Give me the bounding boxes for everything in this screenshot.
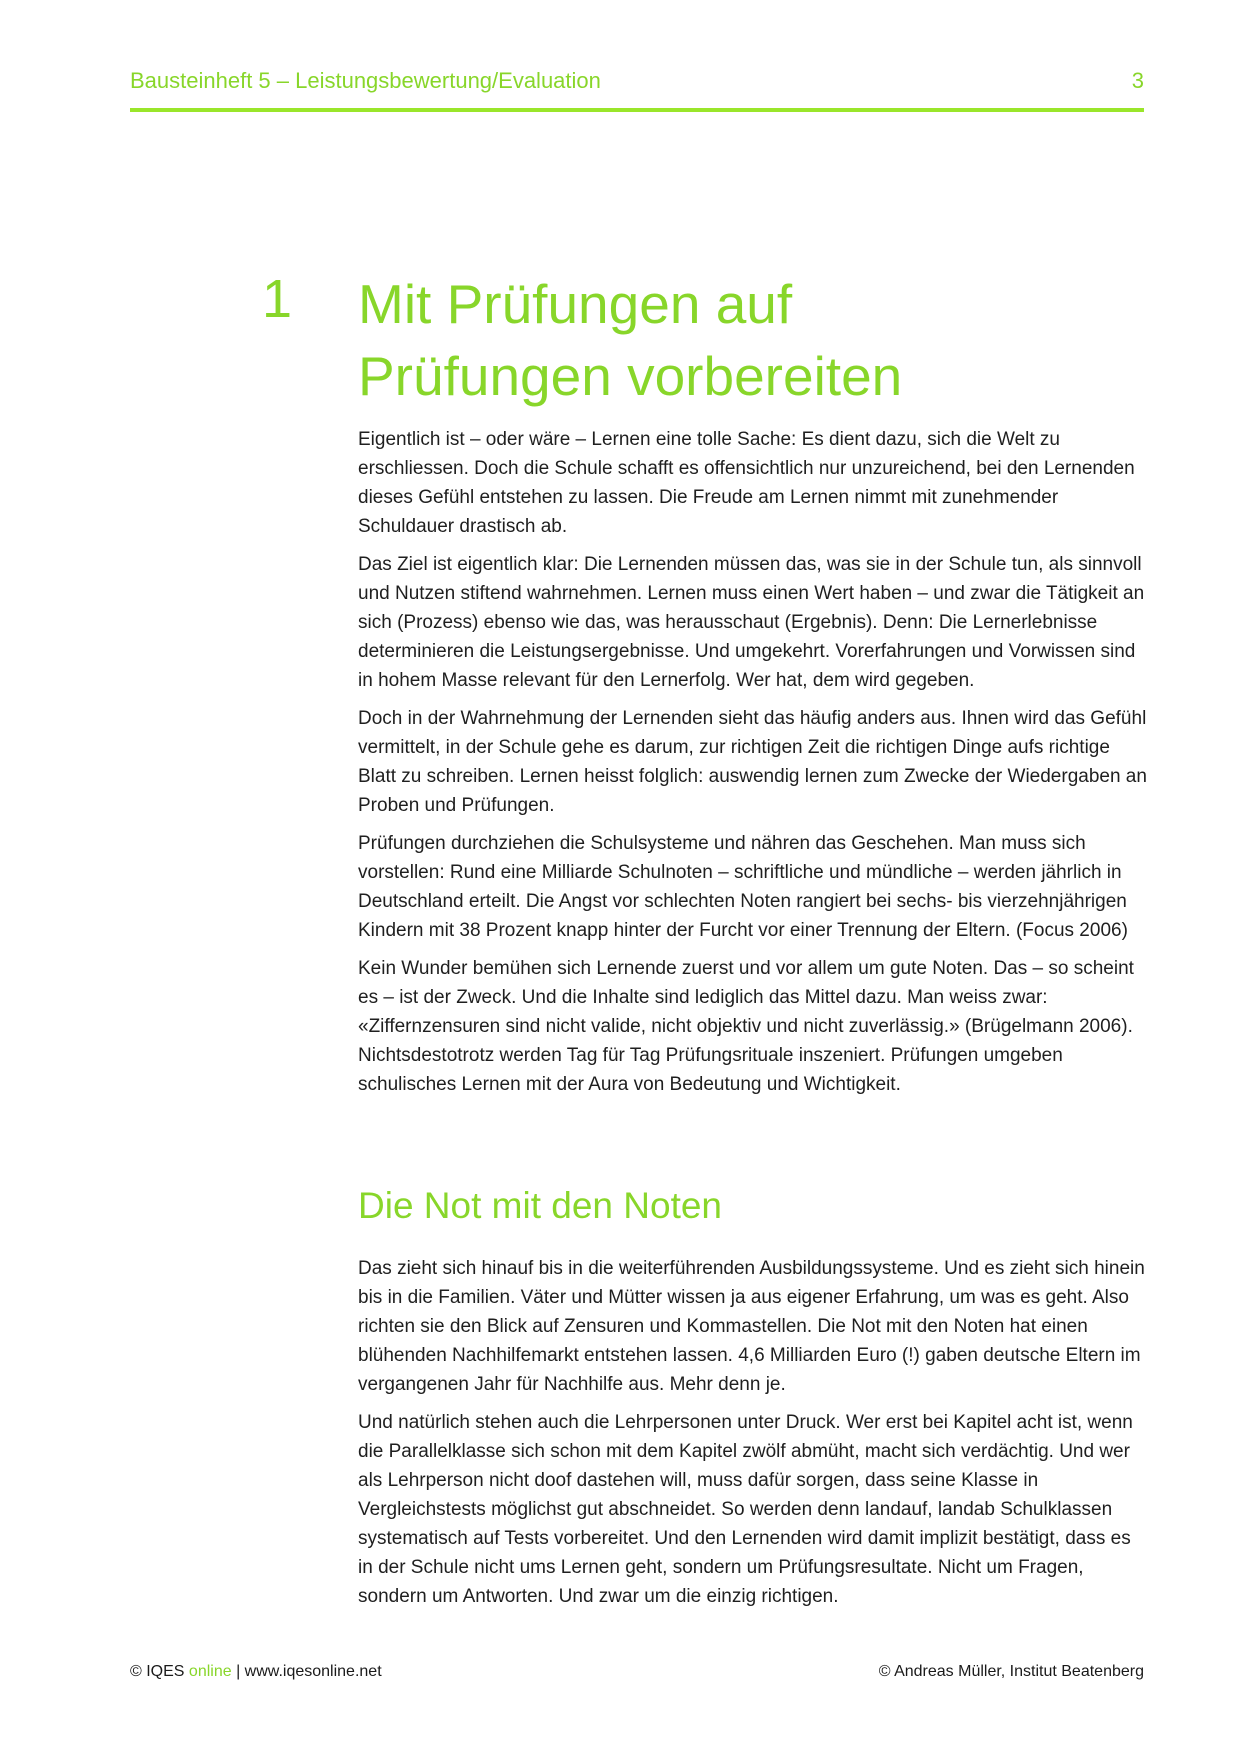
chapter-title-line-2: Prüfungen vorbereiten bbox=[358, 345, 903, 407]
section-text bbox=[358, 1254, 1148, 1620]
paragraph: Und natürlich stehen auch die Lehrpersonen unter Druck. Wer erst bei Kapitel acht ist, wenn die Parallelklasse sich schon mit dem Kapitel zwölf abmüht, macht sich verdächtig. Und wer als Lehrperson nicht doof dastehen will, muss dafür sorgen, dass seine Klasse in Vergleichstests möglichst gut abschneidet. So werden denn landauf, landab Schulklassen systematisch auf Tests vorbereitet. Und den Lernenden wird damit implizit bestätigt, dass es in der Schule nicht ums Lernen geht, sondern um Prüfungsresultate. Nicht um Fragen, sondern um Antworten. Und zwar um die einzig richtigen. bbox=[358, 1412, 1133, 1607]
paragraph: Eigentlich ist – oder wäre – Lernen eine tolle Sache: Es dient dazu, sich die Welt zu erschliessen. Doch die Schule schafft es offensichtlich nur unzureichend, bei den Lernenden dieses Gefühl entstehen zu lassen. Die Freude am Lernen nimmt mit zunehmender Schuldauer drastisch ab. bbox=[358, 429, 1135, 537]
chapter-title-line-1: Mit Prüfungen auf bbox=[358, 273, 793, 335]
paragraph: Prüfungen durchziehen die Schulsysteme und nähren das Geschehen. Man muss sich vorstellen: Rund eine Milliarde Schulnoten – schriftliche und mündliche – werden jährlich in Deutschland erteilt. Die Angst vor schlechten Noten rangiert bei sechs- bis vierzehnjährigen Kindern mit 38 Prozent knapp hinter der Furcht vor einer Trennung der Eltern. (Focus 2006) bbox=[358, 833, 1128, 941]
footer-brand-accent: online bbox=[188, 1663, 232, 1680]
footer-copyright-prefix: © IQES bbox=[130, 1663, 189, 1680]
paragraph: Das Ziel ist eigentlich klar: Die Lernenden müssen das, was sie in der Schule tun, als sinnvoll und Nutzen stiftend wahrnehmen. Lernen muss einen Wert haben – und zwar die Tätigkeit an sich (Prozess) ebenso wie das, was herausschaut (Ergebnis). Denn: Die Lernerlebnisse determinieren die Leistungsergebnisse. Und umgekehrt. Vorerfahrungen und Vorwissen sind in hohem Masse relevant für den Lernerfolg. Wer hat, dem wird gegeben. bbox=[358, 554, 1145, 691]
footer-author: © Andreas Müller, Institut Beatenberg bbox=[878, 1663, 1144, 1680]
paragraph: Doch in der Wahrnehmung der Lernenden sieht das häufig anders aus. Ihnen wird das Gefühl vermittelt, in der Schule gehe es darum, zur richtigen Zeit die richtigen Dinge aufs richtige Blatt zu schreiben. Lernen heisst folglich: auswendig lernen zum Zwecke der Wiedergaben an Proben und Prüfungen. bbox=[358, 708, 1147, 816]
section-heading: Die Not mit den Noten bbox=[358, 1185, 723, 1226]
chapter-title bbox=[358, 268, 1138, 412]
running-title: Bausteinheft 5 – Leistungsbewertung/Evaluation bbox=[130, 68, 601, 93]
intro-text bbox=[358, 425, 1148, 1108]
footer-copyright bbox=[130, 1663, 382, 1681]
paragraph: Kein Wunder bemühen sich Lernende zuerst und vor allem um gute Noten. Das – so scheint es – ist der Zweck. Und die Inhalte sind lediglich das Mittel dazu. Man weiss zwar: «Ziffernzensuren sind nicht valide, nicht objektiv und nicht zuverlässig.» (Brügelmann 2006). Nichtsdestotrotz werden Tag für Tag Prüfungsrituale inszeniert. Prüfungen umgeben schulisches Lernen mit der Aura von Bedeutung und Wichtigkeit. bbox=[358, 958, 1134, 1095]
paragraph: Das zieht sich hinauf bis in die weiterführenden Ausbildungssysteme. Und es zieht sich hinein bis in die Familien. Väter und Mütter wissen ja aus eigener Erfahrung, um was es geht. Also richten sie den Blick auf Zensuren und Kommastellen. Die Not mit den Noten hat einen blühenden Nachhilfemarkt entstehen lassen. 4,6 Milliarden Euro (!) gaben deutsche Eltern im vergangenen Jahr für Nachhilfe aus. Mehr denn je. bbox=[358, 1258, 1145, 1395]
page-number: 3 bbox=[1131, 68, 1144, 93]
chapter-number: 1 bbox=[262, 269, 293, 329]
page-header bbox=[130, 68, 1144, 112]
footer-url: | www.iqesonline.net bbox=[231, 1663, 382, 1680]
